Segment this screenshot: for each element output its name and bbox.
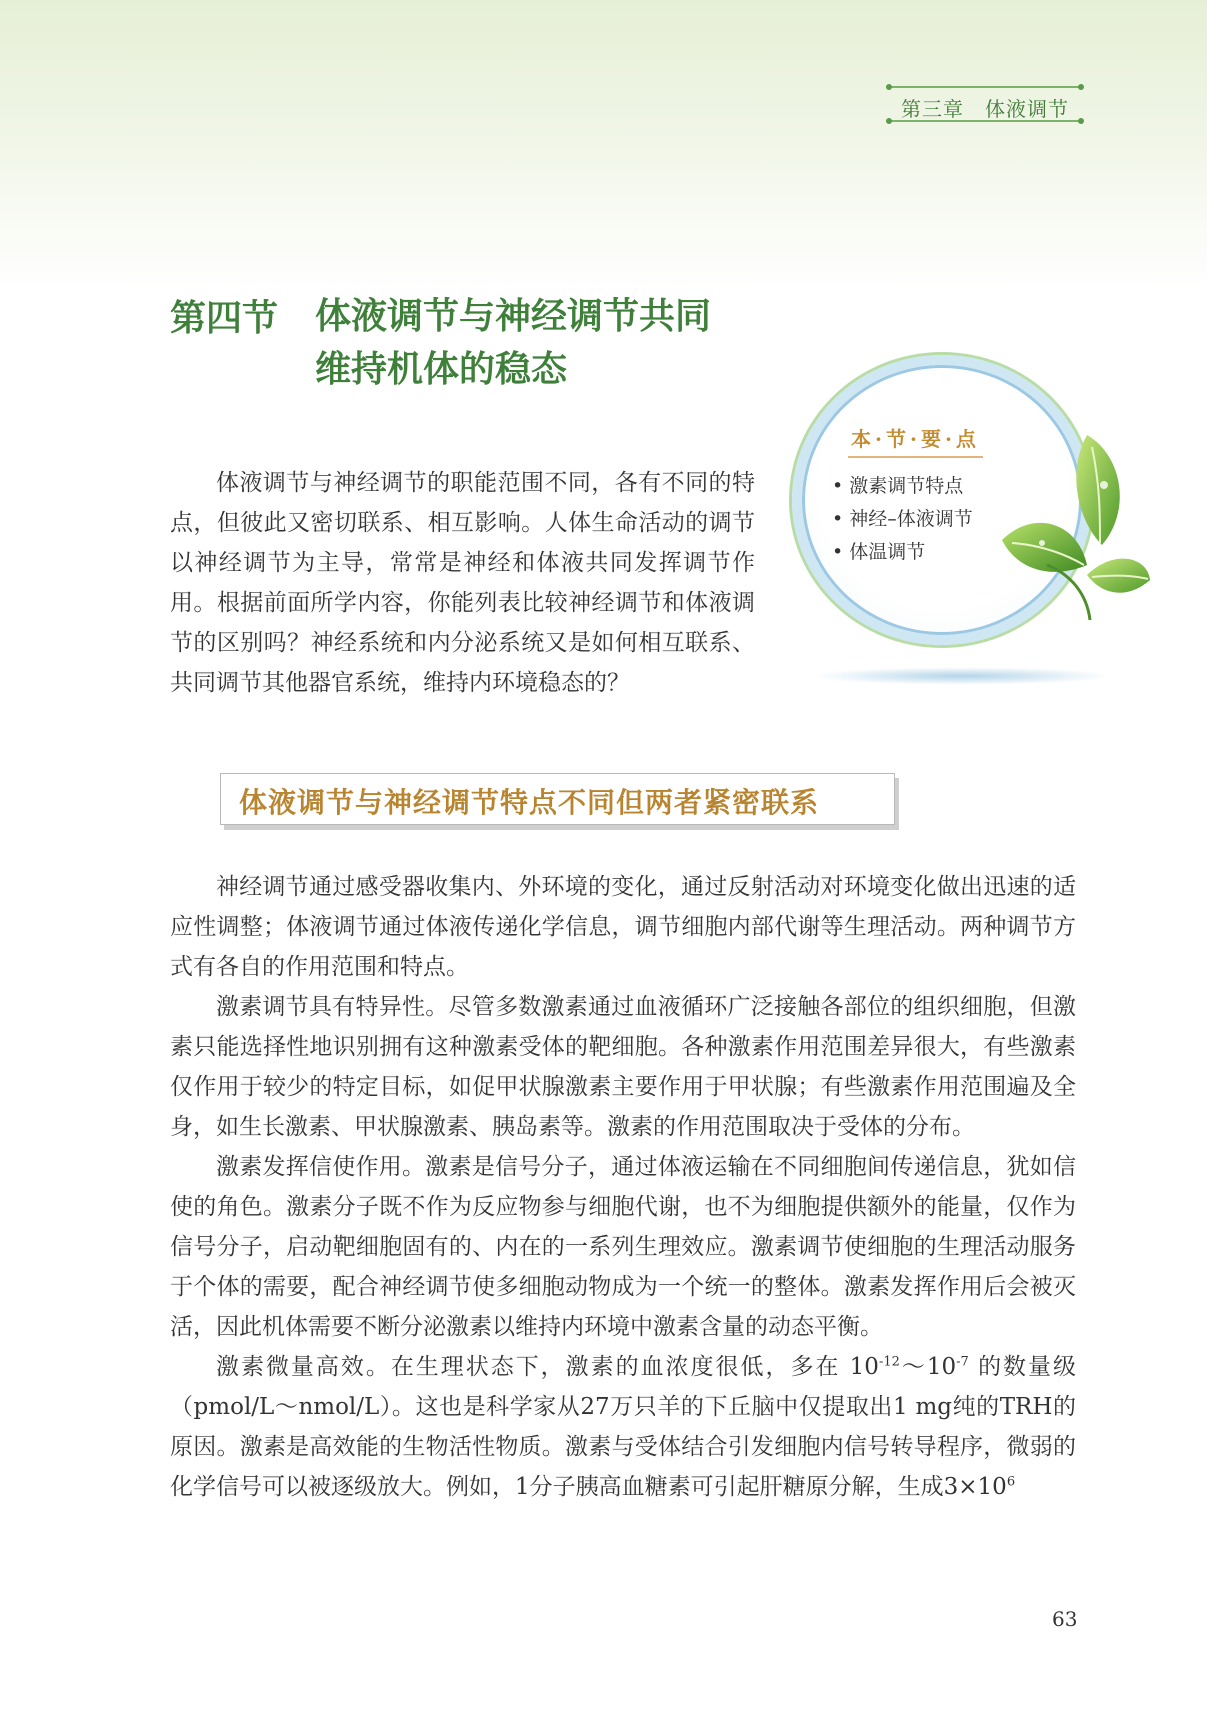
key-points-shadow bbox=[812, 667, 1112, 685]
paragraph bbox=[170, 1347, 1076, 1507]
chapter-title: 第三章 体液调节 bbox=[901, 97, 1069, 121]
paragraph-text: 的数量级（pmol/L～nmol/L）。这也是科学家从27万只羊的下丘脑中仅提取出1 mg纯的TRH的原因。激素是高效能的生物活性物质。激素与受体结合引发细胞内信号转导程序，微弱的化学信号可以被逐级放大。例如，1分子胰高血糖素可引起肝糖原分解，生成3×10 bbox=[170, 1354, 1076, 1500]
section-number: 第四节 bbox=[170, 297, 279, 339]
key-point-item: • 神经–体液调节 bbox=[832, 503, 973, 536]
exponent: 6 bbox=[1006, 1474, 1016, 1490]
subheading: 体液调节与神经调节特点不同但两者紧密联系 bbox=[239, 786, 820, 819]
chapter-header bbox=[890, 86, 1080, 122]
paragraph: 激素调节具有特异性。尽管多数激素通过血液循环广泛接触各部位的组织细胞，但激素只能选择性地识别拥有这种激素受体的靶细胞。各种激素作用范围差异很大，有些激素仅作用于较少的特定目标，如促甲状腺激素主要作用于甲状腺；有些激素作用范围遍及全身，如生长激素、甲状腺激素、胰岛素等。激素的作用范围取决于受体的分布。 bbox=[170, 994, 1076, 1140]
leaf-icon bbox=[992, 425, 1152, 625]
key-point-item: • 激素调节特点 bbox=[832, 470, 973, 503]
page-number: 63 bbox=[1052, 1607, 1078, 1631]
paragraph-text: 激素微量高效。在生理状态下，激素的血浓度很低，多在 10 bbox=[216, 1354, 879, 1380]
section-title bbox=[315, 290, 745, 396]
section-title-line2: 维持机体的稳态 bbox=[315, 348, 568, 390]
section-title-line1: 体液调节与神经调节共同 bbox=[315, 295, 712, 337]
exponent: -7 bbox=[956, 1354, 969, 1370]
key-points-list bbox=[832, 470, 973, 569]
key-point-item: • 体温调节 bbox=[832, 536, 973, 569]
intro-paragraph: 体液调节与神经调节的职能范围不同，各有不同的特点，但彼此又密切联系、相互影响。人体生命活动的调节以神经调节为主导，常常是神经和体液共同发挥调节作用。根据前面所学内容，你能列表比较神经调节和体液调节的区别吗？神经系统和内分泌系统又是如何相互联系、共同调节其他器官系统，维持内环境稳态的？ bbox=[170, 470, 755, 696]
subheading-box bbox=[220, 773, 895, 825]
body-text bbox=[170, 867, 1076, 1507]
paragraph: 激素发挥信使作用。激素是信号分子，通过体液运输在不同细胞间传递信息，犹如信使的角色。激素分子既不作为反应物参与细胞代谢，也不为细胞提供额外的能量，仅作为信号分子，启动靶细胞固有的、内在的一系列生理效应。激素调节使细胞的生理活动服务于个体的需要，配合神经调节使多细胞动物成为一个统一的整体。激素发挥作用后会被灭活，因此机体需要不断分泌激素以维持内环境中激素含量的动态平衡。 bbox=[170, 1154, 1076, 1340]
key-points-box bbox=[792, 355, 1152, 685]
paragraph-text: ～10 bbox=[899, 1354, 957, 1380]
paragraph: 神经调节通过感受器收集内、外环境的变化，通过反射活动对环境变化做出迅速的适应性调整；体液调节通过体液传递化学信息，调节细胞内部代谢等生理活动。两种调节方式有各自的作用范围和特点。 bbox=[170, 874, 1076, 980]
key-points-title: 本·节·要·点 bbox=[848, 423, 983, 458]
exponent: -12 bbox=[878, 1354, 900, 1370]
